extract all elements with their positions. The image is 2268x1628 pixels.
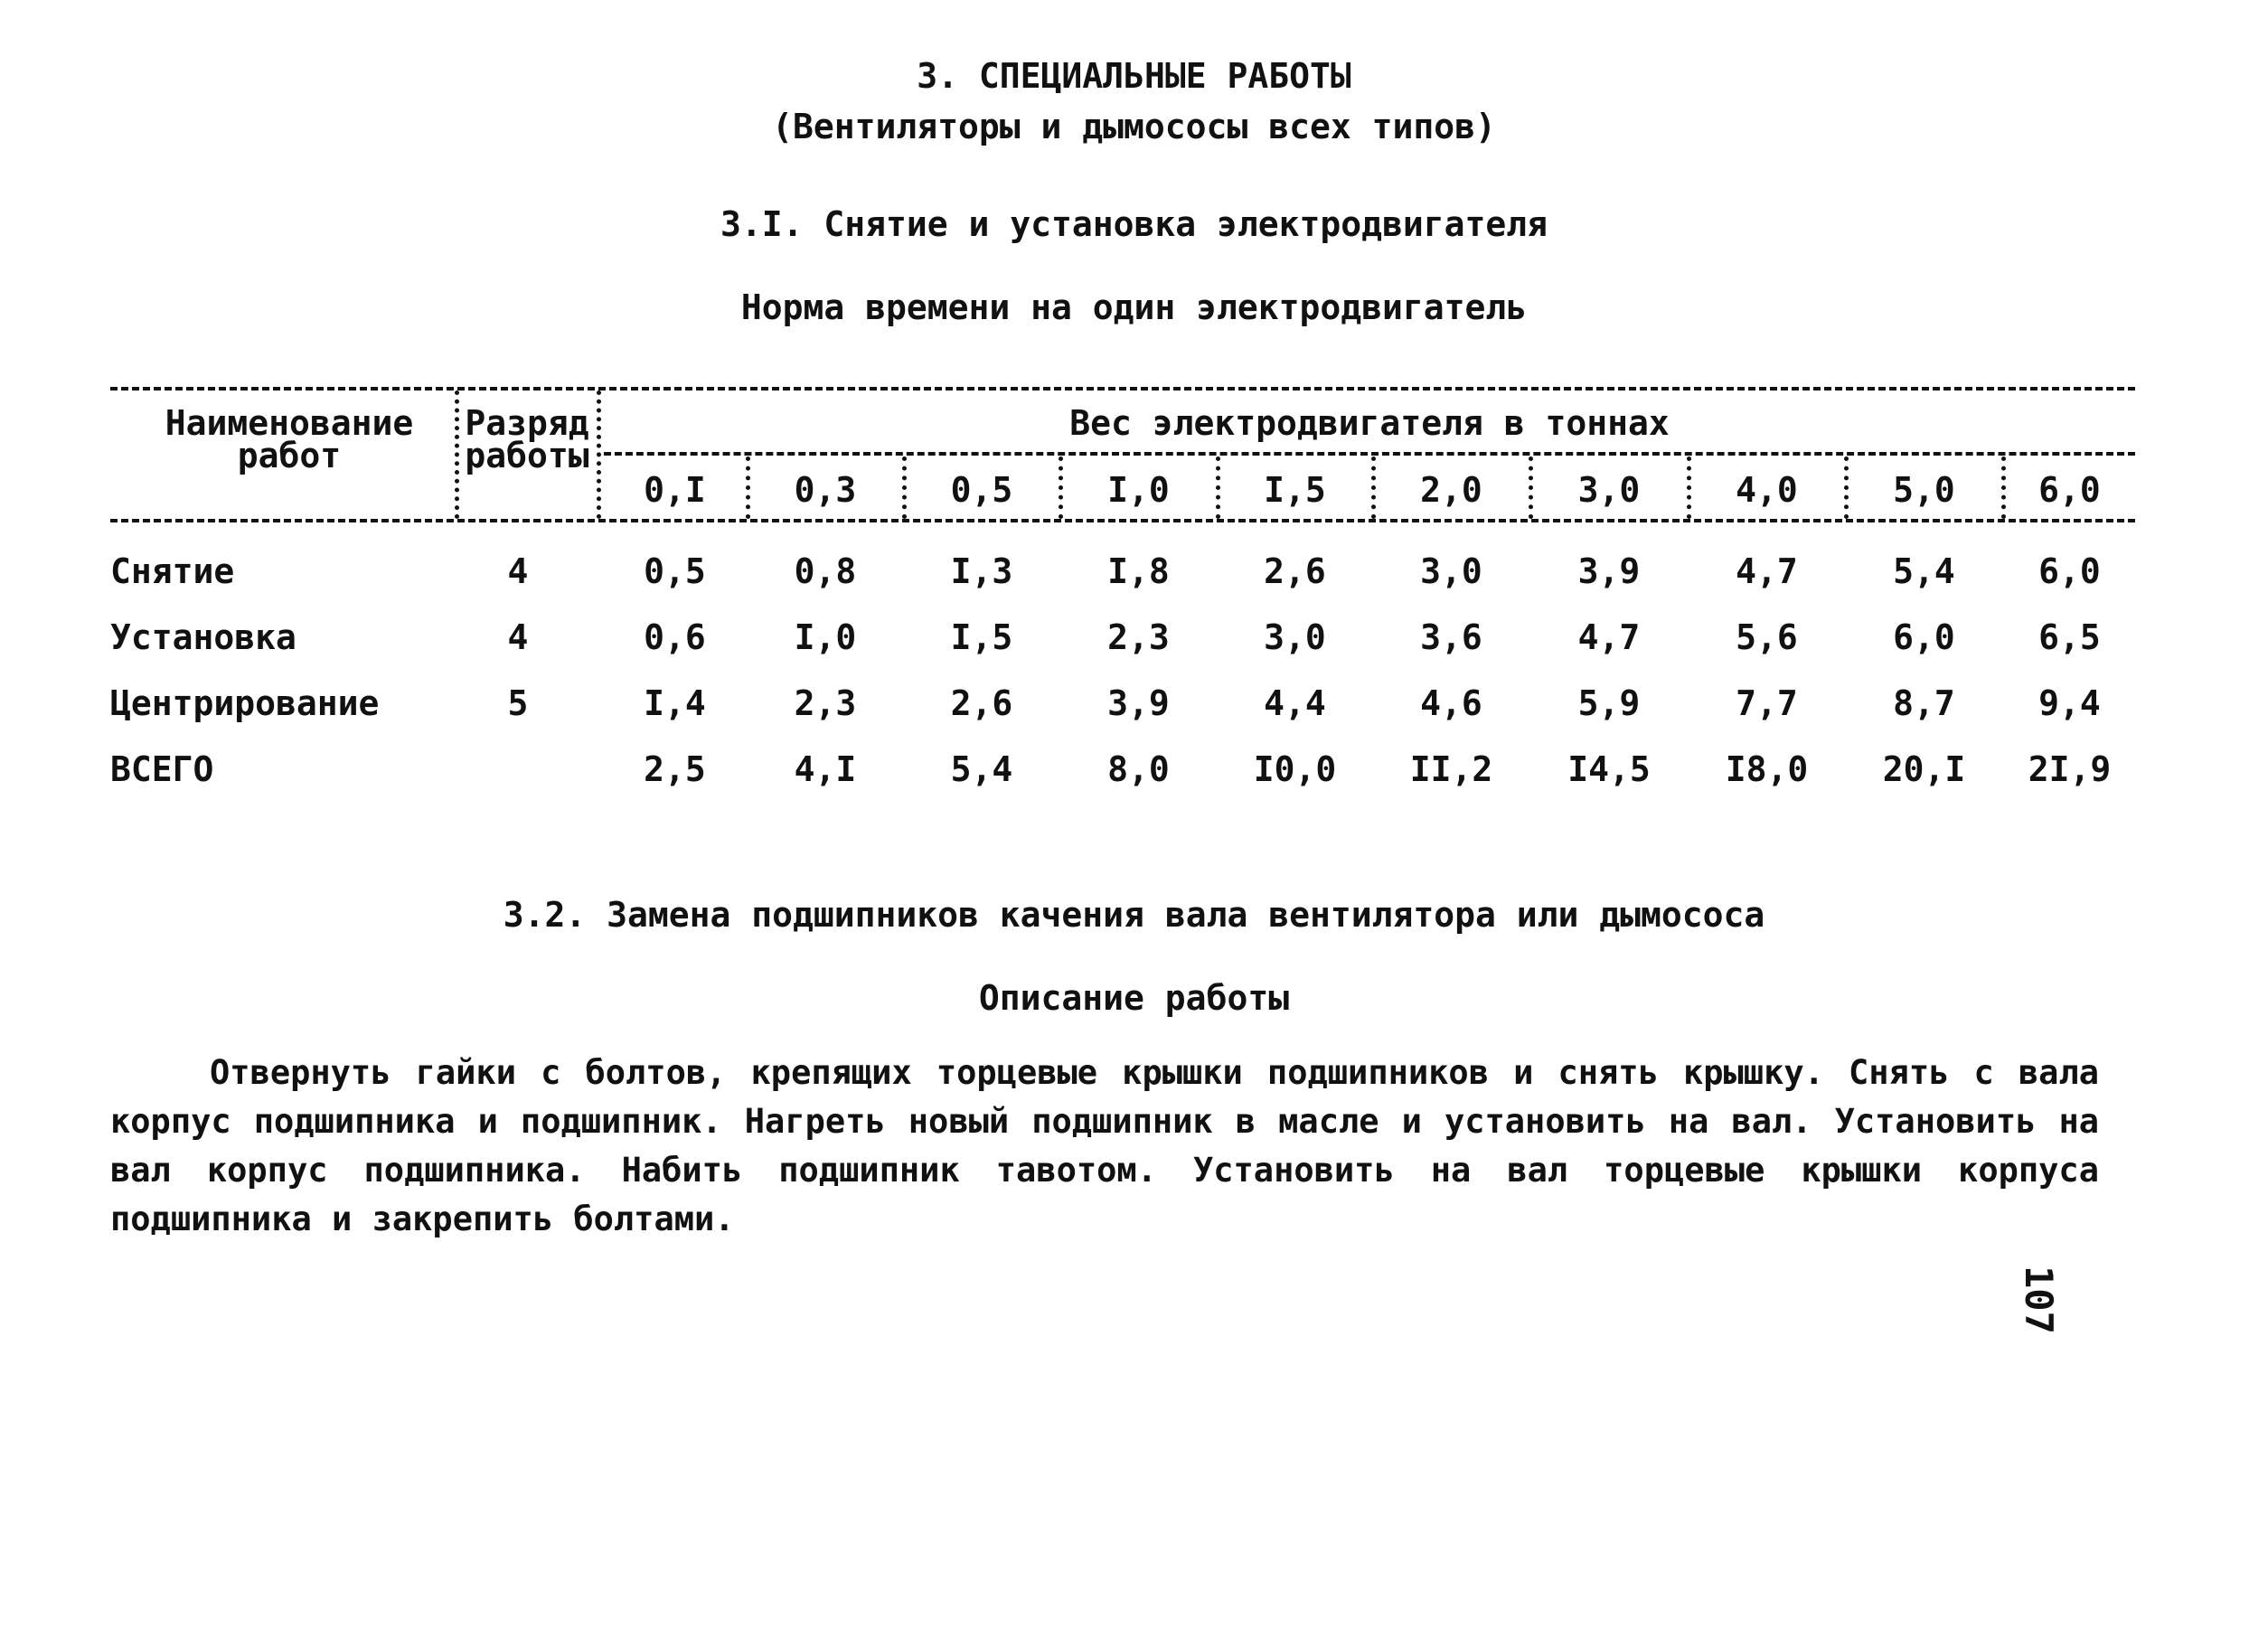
row-value: 4,4 xyxy=(1264,683,1326,723)
row-grade: 4 xyxy=(507,551,529,591)
subsection-3-2-title: 3.2. Замена подшипников качения вала вентилятора или дымососа xyxy=(503,895,1765,935)
row-value: 8,0 xyxy=(1107,749,1170,789)
row-value: 2,5 xyxy=(644,749,706,789)
weight-col-header: 3,0 xyxy=(1577,470,1641,510)
row-name: Установка xyxy=(110,617,296,657)
row-value: 4,6 xyxy=(1420,683,1482,723)
weight-col-header: 5,0 xyxy=(1893,470,1955,510)
row-value: 0,8 xyxy=(794,551,857,591)
row-value: 4,I xyxy=(794,749,857,789)
row-value: 4,7 xyxy=(1736,551,1798,591)
row-name: Снятие xyxy=(110,551,235,591)
row-value: 5,6 xyxy=(1736,617,1798,657)
page-number: 107 xyxy=(2017,1266,2061,1334)
row-value: I,8 xyxy=(1107,551,1170,591)
row-value: I,0 xyxy=(794,617,857,657)
row-value: 0,5 xyxy=(644,551,706,591)
table-top-rule xyxy=(110,387,2135,391)
row-name: Центрирование xyxy=(110,683,380,723)
weight-col-header: 2,0 xyxy=(1420,470,1482,510)
norm-caption: Норма времени на один электродвигатель xyxy=(740,287,1528,327)
weight-col-header: 6,0 xyxy=(2038,470,2101,510)
row-value: I,5 xyxy=(950,617,1013,657)
row-value: 9,4 xyxy=(2038,683,2101,723)
row-value: 3,9 xyxy=(1577,551,1641,591)
table-header-bottom-rule xyxy=(110,519,2135,522)
grade-weight-separator xyxy=(597,391,601,519)
row-value: 3,6 xyxy=(1420,617,1482,657)
row-value: 2,6 xyxy=(950,683,1013,723)
weight-col-header: 0,5 xyxy=(950,470,1013,510)
row-name: ВСЕГО xyxy=(110,749,214,789)
row-value: I0,0 xyxy=(1253,749,1337,789)
description-caption: Описание работы xyxy=(978,978,1290,1018)
row-value: 4,7 xyxy=(1577,617,1641,657)
section-subtitle: (Вентиляторы и дымососы всех типов) xyxy=(772,107,1496,146)
row-value: 2,3 xyxy=(794,683,857,723)
row-value: I,4 xyxy=(644,683,706,723)
row-value: 2,3 xyxy=(1107,617,1170,657)
row-value: 3,0 xyxy=(1264,617,1326,657)
weight-col-header: 4,0 xyxy=(1736,470,1798,510)
row-value: 3,0 xyxy=(1420,551,1482,591)
row-value: 2I,9 xyxy=(2028,749,2112,789)
row-value: I8,0 xyxy=(1725,749,1809,789)
row-value: 7,7 xyxy=(1736,683,1798,723)
row-value: 0,6 xyxy=(644,617,706,657)
col-name-header-line2: работ xyxy=(237,436,342,475)
row-value: 3,9 xyxy=(1107,683,1170,723)
row-value: 5,4 xyxy=(1893,551,1955,591)
work-description: Отвернуть гайки с болтов, крепящих торцевые крышки подшипников и снять крышку. Снять с вала корпус подшипника и подшипник. Нагреть новый подшипник в масле и установить на вал. Установить на вал корпус подшипника. Набить подшипник тавотом. Установить на вал торцевые крышки корпуса подшипника и закрепить болтами. xyxy=(110,1053,2099,1238)
col-name-header-line1: Наименование xyxy=(165,403,414,443)
row-value: 20,I xyxy=(1882,749,1966,789)
row-grade: 5 xyxy=(507,683,529,723)
row-value: 6,5 xyxy=(2038,617,2101,657)
row-value: 2,6 xyxy=(1264,551,1326,591)
table-subheader-rule xyxy=(604,452,2135,456)
col-grade-header-line1: Разряд xyxy=(465,403,589,443)
row-value: I,3 xyxy=(950,551,1013,591)
weight-header: Вес электродвигателя в тоннах xyxy=(1069,403,1670,443)
row-value: 8,7 xyxy=(1893,683,1955,723)
row-value: I4,5 xyxy=(1567,749,1651,789)
weight-col-header: 0,3 xyxy=(794,470,857,510)
section-heading: 3. СПЕЦИАЛЬНЫЕ РАБОТЫ xyxy=(917,56,1351,96)
weight-col-header: I,0 xyxy=(1107,470,1170,510)
col-grade-header-line2: работы xyxy=(465,436,589,475)
row-value: 6,0 xyxy=(2038,551,2101,591)
row-value: 5,4 xyxy=(950,749,1013,789)
row-value: 5,9 xyxy=(1577,683,1641,723)
row-value: II,2 xyxy=(1409,749,1493,789)
subsection-3-1-title: 3.I. Снятие и установка электродвигателя xyxy=(720,204,1548,244)
row-grade: 4 xyxy=(507,617,529,657)
weight-col-header: 0,I xyxy=(644,470,706,510)
row-value: 6,0 xyxy=(1893,617,1955,657)
weight-col-header: I,5 xyxy=(1264,470,1326,510)
